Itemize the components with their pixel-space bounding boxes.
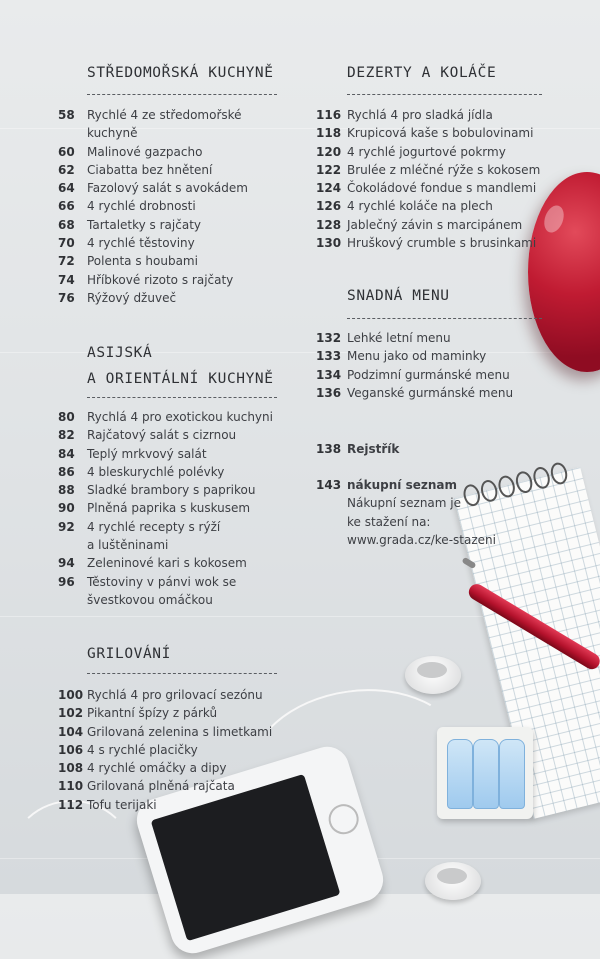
toc-entry[interactable] <box>316 106 540 124</box>
section-title <box>87 340 274 392</box>
toc-entry[interactable] <box>316 366 513 384</box>
toc-entry[interactable] <box>58 759 272 777</box>
page-number: 128 <box>316 217 342 232</box>
entry-title <box>347 476 496 549</box>
entry-title: Grilovaná zelenina s limetkami <box>87 724 273 739</box>
entry-title: 4 rychlé omáčky a dipy <box>87 761 227 776</box>
entry-title: Rejstřík <box>347 442 400 456</box>
toc-entry[interactable] <box>58 289 248 307</box>
toc-entry[interactable] <box>316 234 540 252</box>
shopping-list-entry <box>316 476 496 549</box>
page-number: 58 <box>58 108 75 122</box>
page-number: 70 <box>58 236 75 251</box>
earbud-grill <box>437 868 467 884</box>
spiral-ring <box>549 461 570 486</box>
entry-title: Brulée z mléčné rýže s kokosem <box>347 162 541 177</box>
toc-entry[interactable] <box>58 179 248 197</box>
page-number: 90 <box>58 501 75 516</box>
toc-entry[interactable] <box>316 384 513 402</box>
page-number: 110 <box>58 779 84 794</box>
page-number: 104 <box>58 724 84 739</box>
toc-entry[interactable] <box>58 216 248 234</box>
entry-title-line: Rychlé 4 ze středomořské <box>87 108 242 122</box>
toc-entry[interactable] <box>58 408 273 426</box>
toc-entry[interactable] <box>316 216 540 234</box>
toc-list <box>316 329 513 402</box>
spiral-ring <box>496 474 517 499</box>
toc-entry[interactable] <box>58 426 273 444</box>
entry-title: Lehké letní menu <box>347 331 451 345</box>
toc-entry[interactable] <box>58 704 272 722</box>
toc-entry[interactable] <box>316 143 540 161</box>
dashed-divider <box>87 673 277 674</box>
section-title-line: STŘEDOMOŘSKÁ KUCHYNĚ <box>87 65 274 81</box>
entry-title: Rychlá 4 pro sladká jídla <box>347 108 493 122</box>
section-title <box>347 283 450 309</box>
entry-title-line: 4 rychlé recepty s rýží <box>87 519 221 534</box>
page-number: 132 <box>316 331 342 345</box>
spiral-ring <box>514 470 535 495</box>
entry-heading: nákupní seznam <box>347 478 457 492</box>
entry-title <box>87 573 236 610</box>
toc-entry[interactable] <box>58 723 272 741</box>
page-number: 68 <box>58 217 75 232</box>
toc-entry[interactable] <box>316 440 399 458</box>
toc-entry[interactable] <box>316 329 513 347</box>
toc-entry[interactable] <box>58 741 272 759</box>
page-number: 133 <box>316 349 342 364</box>
entry-title: Grilovaná plněná rajčata <box>87 779 235 794</box>
section-title <box>347 60 496 86</box>
earbud-image <box>425 862 481 900</box>
page-number: 112 <box>58 797 84 812</box>
entry-title-line: a luštěninami <box>87 538 169 553</box>
bottle-icon <box>473 739 499 809</box>
toc-entry[interactable] <box>58 686 272 704</box>
entry-title: Hříbkové rizoto s rajčaty <box>87 272 234 287</box>
earphone-cable <box>10 800 134 914</box>
toc-entry[interactable] <box>316 124 540 142</box>
toc-entry[interactable] <box>58 161 248 179</box>
page-number: 76 <box>58 290 75 305</box>
page-number: 84 <box>58 446 75 461</box>
download-link[interactable]: www.grada.cz/ke-stazeni <box>347 532 496 547</box>
page-number: 102 <box>58 706 84 721</box>
dashed-divider <box>347 94 542 95</box>
entry-title: Polenta s houbami <box>87 254 198 269</box>
toc-entry[interactable] <box>58 796 272 814</box>
earbud-grill <box>417 662 447 678</box>
page-number: 72 <box>58 254 75 269</box>
page-number: 82 <box>58 428 75 443</box>
page-number: 130 <box>316 236 342 251</box>
toc-entry[interactable] <box>58 445 273 463</box>
toc-entry[interactable] <box>58 106 248 143</box>
dashed-divider <box>347 318 542 319</box>
toc-entry[interactable] <box>316 179 540 197</box>
page-number: 66 <box>58 199 75 214</box>
page-number: 64 <box>58 181 75 196</box>
entry-title: Teplý mrkvový salát <box>87 446 207 461</box>
entry-title-line: ke stažení na: <box>347 514 431 529</box>
entry-title: 4 s rychlé placičky <box>87 742 198 757</box>
section-title-line: GRILOVÁNÍ <box>87 646 171 662</box>
page-number: 138 <box>316 442 342 456</box>
toc-list <box>58 106 248 307</box>
dashed-divider <box>87 397 277 398</box>
entry-title-line: švestkovou omáčkou <box>87 592 213 607</box>
page-number: 100 <box>58 688 84 702</box>
toc-list <box>58 686 272 814</box>
entry-title: Čokoládové fondue s mandlemi <box>347 181 537 196</box>
page-number: 136 <box>316 385 342 400</box>
entry-title: Rajčatový salát s cizrnou <box>87 428 237 443</box>
page-number: 60 <box>58 144 75 159</box>
entry-title <box>87 106 242 143</box>
entry-title: Jablečný závin s marcipánem <box>347 217 523 232</box>
page-number: 124 <box>316 181 342 196</box>
entry-title: Veganské gurmánské menu <box>347 385 514 400</box>
toc-entry[interactable] <box>58 197 248 215</box>
page-number: 118 <box>316 126 342 141</box>
entry-title: Plněná paprika s kuskusem <box>87 501 251 516</box>
entry-title: Rychlá 4 pro exotickou kuchyni <box>87 410 273 424</box>
entry-title: 4 rychlé jogurtové pokrmy <box>347 144 506 159</box>
entry-title-line: Těstoviny v pánvi wok se <box>87 574 237 589</box>
entry-title <box>87 518 220 555</box>
index-entry <box>316 440 399 458</box>
page-number: 92 <box>58 519 75 534</box>
spiral-ring <box>531 465 552 490</box>
entry-title: Rychlá 4 pro grilovací sezónu <box>87 688 263 702</box>
bottle-icon <box>499 739 525 809</box>
toc-entry[interactable] <box>58 777 272 795</box>
entry-title: Rýžový džuveč <box>87 290 177 305</box>
toc-list <box>316 106 540 252</box>
section-title-line: ASIJSKÁ <box>87 345 153 361</box>
entry-title: Fazolový salát s avokádem <box>87 181 248 196</box>
page-number: 96 <box>58 574 75 589</box>
dashed-divider <box>87 94 277 95</box>
page-number: 108 <box>58 761 84 776</box>
toc-entry[interactable] <box>58 143 248 161</box>
home-button-icon <box>325 800 362 837</box>
page-number: 134 <box>316 367 342 382</box>
entry-title: 4 rychlé těstoviny <box>87 236 195 251</box>
page-number: 94 <box>58 556 75 571</box>
toc-entry[interactable] <box>58 573 273 610</box>
section-title-line: SNADNÁ MENU <box>347 288 450 304</box>
page-number: 106 <box>58 742 84 757</box>
section-title-line: A ORIENTÁLNÍ KUCHYNĚ <box>87 371 274 387</box>
entry-title: Zeleninové kari s kokosem <box>87 556 247 571</box>
page-number: 143 <box>316 478 342 492</box>
entry-title-line: Nákupní seznam je <box>347 496 461 511</box>
entry-title: Pikantní špízy z párků <box>87 706 218 721</box>
page-number: 80 <box>58 410 75 424</box>
entry-title: Tartaletky s rajčaty <box>87 217 201 232</box>
toc-entry[interactable] <box>316 347 513 365</box>
page-number: 120 <box>316 144 342 159</box>
earbud-image <box>405 656 461 694</box>
entry-title: Hruškový crumble s brusinkami <box>347 236 537 251</box>
entry-title: 4 rychlé koláče na plech <box>347 199 493 214</box>
entry-title: Ciabatta bez hnětení <box>87 162 213 177</box>
section-title-line: DEZERTY A KOLÁČE <box>347 65 497 81</box>
page-number: 122 <box>316 162 342 177</box>
page-number: 88 <box>58 483 75 498</box>
entry-title: Podzimní gurmánské menu <box>347 367 510 382</box>
page-number: 62 <box>58 162 75 177</box>
toc-entry[interactable] <box>58 463 273 481</box>
toc-entry[interactable] <box>58 554 273 572</box>
toc-entry[interactable] <box>316 161 540 179</box>
page-number: 116 <box>316 108 342 122</box>
toc-entry[interactable] <box>316 476 496 549</box>
section-title <box>87 641 171 667</box>
entry-title: Tofu terijaki <box>87 797 157 812</box>
entry-title: Sladké brambory s paprikou <box>87 483 256 498</box>
entry-title-line: kuchyně <box>87 126 138 141</box>
page-number: 74 <box>58 272 75 287</box>
entry-title: Menu jako od maminky <box>347 349 487 364</box>
entry-title: Malinové gazpacho <box>87 144 203 159</box>
page-number: 126 <box>316 199 342 214</box>
toc-entry[interactable] <box>58 518 273 555</box>
entry-title: Krupicová kaše s bobulovinami <box>347 126 534 141</box>
toc-list <box>58 408 273 609</box>
toc-entry[interactable] <box>58 481 273 499</box>
toc-entry[interactable] <box>58 252 248 270</box>
entry-title: 4 rychlé drobnosti <box>87 199 196 214</box>
entry-title: 4 bleskurychlé polévky <box>87 464 225 479</box>
toc-entry[interactable] <box>316 197 540 215</box>
section-title <box>87 60 274 86</box>
page-number: 86 <box>58 464 75 479</box>
toc-entry[interactable] <box>58 271 248 289</box>
toc-entry[interactable] <box>58 499 273 517</box>
toc-entry[interactable] <box>58 234 248 252</box>
